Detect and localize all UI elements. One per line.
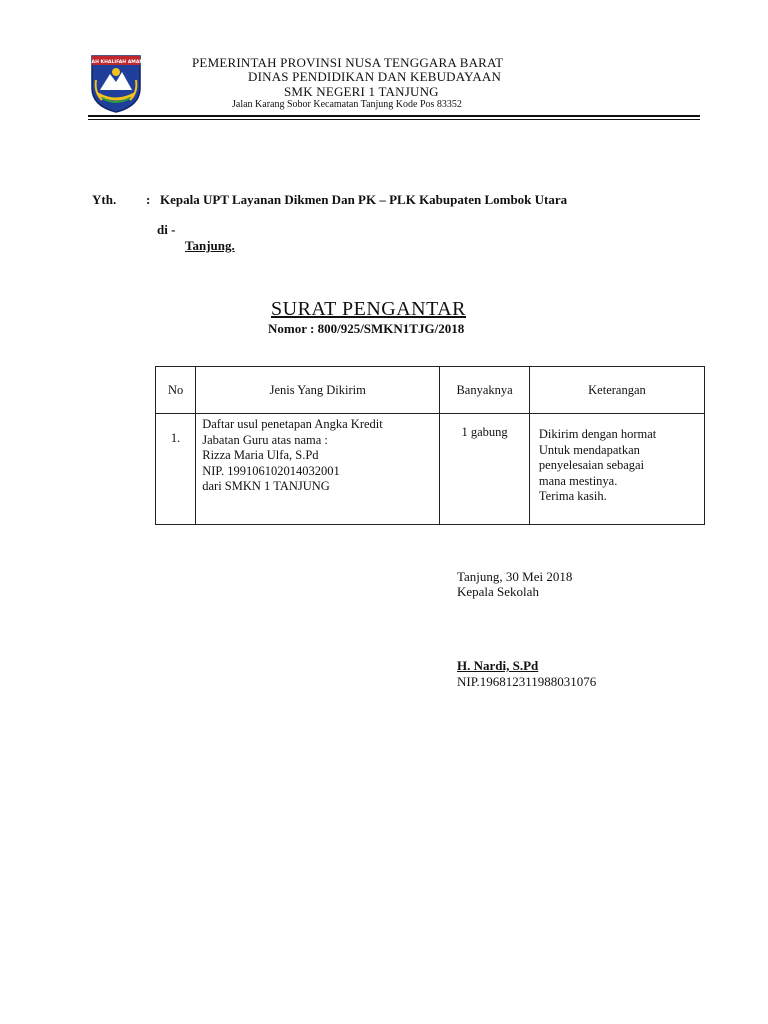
recipient-label: Yth. [92,192,117,207]
recipient-name: Kepala UPT Layanan Dikmen Dan PK – PLK Kabupaten Lombok Utara [160,192,568,207]
letterhead-divider-thick [88,115,700,117]
column-header-jenis: Jenis Yang Dikirim [196,367,440,414]
letterhead-divider-thin [88,119,700,120]
row-keterangan: Dikirim dengan hormat Untuk mendapatkan penyelesaian sebagai mana mestinya. Terima kasih. [538,427,657,503]
column-header-no: No [156,367,196,414]
recipient-separator: : [146,192,151,207]
recipient-di: di - [157,222,176,237]
table-header-row [156,367,705,414]
letterhead-address: Jalan Karang Sobor Kecamatan Tanjung Kode Pos 83352 [232,99,462,110]
signature-name: H. Nardi, S.Pd [457,658,539,673]
row-no: 1. [170,431,181,445]
items-table [155,366,705,525]
row-banyaknya: 1 gabung [461,425,508,439]
row-jenis: Daftar usul penetapan Angka Kredit Jabatan Guru atas nama : Rizza Maria Ulfa, S.Pd NIP. 199106102014032001 dari SMKN 1 TANJUNG [202,417,383,493]
letterhead-department-line: DINAS PENDIDIKAN DAN KEBUDAYAAN [248,69,502,84]
letterhead-government-line: PEMERINTAH PROVINSI NUSA TENGGARA BARAT [192,55,504,70]
signature-place-date: Tanjung, 30 Mei 2018 [457,569,573,584]
logo-ribbon-text: TANAH KHALIFAH AMANAH [81,60,151,65]
letterhead-school-line: SMK NEGERI 1 TANJUNG [284,84,439,99]
province-emblem-logo [81,50,151,114]
column-header-keterangan: Keterangan [529,367,704,414]
column-header-banyaknya: Banyaknya [440,367,530,414]
signature-nip: NIP.196812311988031076 [457,674,597,689]
signature-position: Kepala Sekolah [457,584,539,599]
table-row [156,414,705,525]
recipient-place: Tanjung. [185,238,235,253]
letter-title: SURAT PENGANTAR [271,298,466,320]
letter-number: Nomor : 800/925/SMKN1TJG/2018 [268,321,465,336]
